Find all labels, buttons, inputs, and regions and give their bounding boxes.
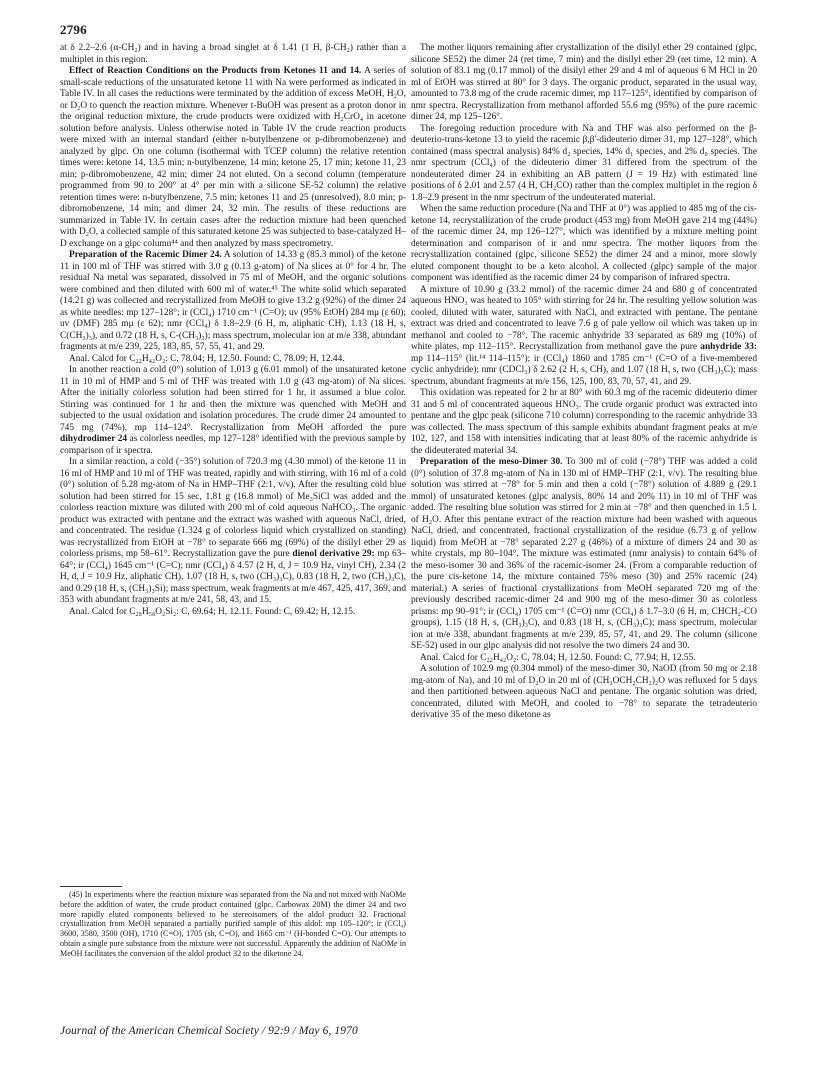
- paragraph-tetradeuterio: A solution of 102.9 mg (0.304 mmol) of the meso-dimer 30, NaOD (from 50 mg or 2.18 mg-atom of Na), and 10 ml of D₂O in 20 ml of (CH₃OCH₂CH₂)₂O was refluxed for 5 days and then partitioned between aqueous NaCl and pentane. The organic solution was dried, concentrated, diluted with MeOH, and cooled to −78° to separate the tetradeuterio derivative 35 of the meso diketone as: [411, 664, 757, 720]
- paragraph-similar-reaction: In a similar reaction, a cold (−35°) solution of 720.3 mg (4.30 mmol) of the ketone 11 in 16 ml of HMP and 10 ml of THF was treated, rapidly and with stirring, with 16 ml of a cold (0°) solution of 5.28 mg-atom of Na in HMP–THF (2:1, v/v). After the resulting cold blue solution had been stirred for 15 sec, 1.81 g (16.8 mmol) of Me₃SiCl was added and the colorless reaction mixture was diluted with 200 ml of cold aqueous NaHCO₃. The organic product was extracted with pentane and the extract was washed with aqueous NaCl, dried, and concentrated. The residue (1.324 g of colorless liquid which crystallized on standing) was recrystallized from EtOH at −78° to separate 666 mg (69%) of the disilyl ether 29 as colorless prisms, mp 58–61°. Recrystallization gave the pure dienol derivative 29: mp 63–64°; ir (CCl₄) 1645 cm⁻¹ (C=C); nmr (CCl₄) δ 4.57 (2 H, d, J = 10.9 Hz, vinyl CH), 2.34 (2 H, d, J = 10.9 Hz, aliphatic CH), 1.07 (18 H, s, two (CH₃)₃C), 0.83 (18 H, 2, two (CH₃)₃C), and 0.29 (18 H, s, (CH₃)₃Si); mass spectrum, weak fragments at m/e 467, 425, 417, 369, and 353 with abundant fragments at m/e 241, 58, 43, and 15.: [60, 457, 406, 605]
- paragraph-cis-ketone: When the same reduction procedure (Na and THF at 0°) was applied to 485 mg of the cis-ketone 14, recrystallization of the crude product (453 mg) from MeOH gave 214 mg (44%) of the racemic dimer 24, mp 126–127°, which was identified by a mixture melting point determination and comparison of ir and nmr spectra. The mother liquors from the recrystallization contained (glpc, silicone SE52) the dimer 24 and a minor, more slowly eluted component thought to be a keto alcohol. A collected (glpc) sample of the major component was identified as the racemic dimer 24 by comparison of infrared spectra.: [411, 204, 757, 283]
- footnote: [60, 890, 406, 959]
- compound-name: dihydrodimer 24: [60, 434, 128, 444]
- compound-name: anhydride 33:: [700, 342, 757, 352]
- paragraph-oxidation: A mixture of 10.90 g (33.2 mmol) of the racemic dimer 24 and 680 g of concentrated aqueous HNO₃ was heated to 105° with stirring for 24 hr. The resulting yellow solution was cooled, diluted with water, saturated with NaCl, and extracted with pentane. The pentane extract was dried and concentrated to leave 7.6 g of pale yellow oil which was taken up in methanol and cooled to −78°. The racemic anhydride 33 separated as 689 mg (10%) of white plates, mp 112–115°. Recrystallization from methanol gave the pure anhydride 33: mp 114–115° (lit.¹⁴ 114–115°); ir (CCl₄) 1860 and 1785 cm⁻¹ (C=O of a five-membered cyclic anhydride); nmr (CDCl₃) δ 2.62 (2 H, s, CH), and 1.07 (18 H, s, two (CH₃)₃C); mass spectrum, abundant fragments at m/e 156, 125, 100, 83, 70, 57, 41, and 29.: [411, 284, 757, 387]
- analysis-line: Anal. Calcd for C₂₂H₄₂O₂: C, 78.04; H, 12.50. Found: C, 78.09; H, 12.44.: [69, 353, 345, 364]
- section-heading: Preparation of the meso-Dimer 30.: [420, 457, 563, 467]
- section-racemic-dimer: [60, 250, 406, 354]
- analysis-line: Anal. Calcd for C₂₈H₅₈O₂Si₂: C, 69.64; H, 12.11. Found: C, 69.42; H, 12.15.: [69, 606, 356, 617]
- section-heading: Preparation of the Racemic Dimer 24.: [69, 250, 222, 260]
- paragraph-hmp-reaction: In another reaction a cold (0°) solution of 1.013 g (6.01 mmol) of the unsaturated ketone 11 in 10 ml of HMP and 5 ml of THF was treated with 1.0 g (43 mg-atom) of Na slices. After the initially colorless solution had been stirred for 1 hr, it assumed a blue color. Stirring was continued for 1 hr and then the mixture was quenched with MeOH and subjected to the usual oxidation and isolation procedures. The crude dimer 24 amounted to 745 mg (74%), mp 114–124°. Recrystallization from MeOH afforded the pure dihydrodimer 24 as colorless needles, mp 127–128° identified with the previous sample by comparison of ir spectra.: [60, 365, 406, 456]
- section-body: To 300 ml of cold (−78°) THF was added a cold (0°) solution of 37.8 mg-atom of Na in 130 ml of HMP–THF (2:1, v/v). The resulting blue solution was stirred at −78° for 5 min and then a cold (−78°) solution of 4.889 g (29.1 mmol) of unsaturated ketones (glpc analysis, 80% 14 and 20% 11) in 10 ml of THF was added. The resulting blue solution was stirred for 2 min at −78° and then quenched in 1.5 l. of H₂O. After this pentane extract of the reaction mixture had been washed with aqueous NaCl, dried, and concentrated, fractional crystallization of the residue (6.73 g of yellow liquid) from MeOH at −78° separated 2.27 g (46%) of a mixture of dimers 24 and 30 as white crystals, mp 80–104°. The mixture was estimated (nmr analysis) to contain 64% of the meso-isomer 30 and 36% of the racemic-isomer 24. (From a comparable reduction of the pure cis-ketone 14, the mixture contained 75% meso (30) and 25% racemic (24) material.) A series of fractional crystallizations from MeOH separated 720 mg of the previously described racemic-dimer 24 and 900 mg of the meso-dimer 30 as colorless prisms: mp 90–91°; ir (CCl₄) 1705 cm⁻¹ (C=O) nmr (CCl₄) δ 1.7–3.0 (6 H, m, CHCH₂-CO groups), 1.15 (18 H, s, (CH₃)₃C), and 0.83 (18 H, s, (CH₃)₃C); mass spectrum, molecular ion at m/e 338, abundant fragments at m/e 239, 85, 57, 41, and 29. The column (silicone SE-52) used in our glpc analysis did not resolve the two dimers 24 and 30.: [411, 457, 757, 651]
- footnote-divider: [60, 886, 122, 887]
- compound-name: dienol derivative 29:: [292, 549, 375, 559]
- section-heading: Effect of Reaction Conditions on the Products from Ketones 11 and 14.: [69, 66, 362, 76]
- footnote-45: (45) In experiments where the reaction mixture was separated from the Na and not mixed with NaOMe before the addition of water, the crude product contained (glpc, Carbowax 20M) the dimer 24 and two more rapidly eluted components believed to be stereoisomers of the aldol product 32. Fractional crystallization from MeOH separated a partially purified sample of this aldol: mp 105–120°; ir (CCl₄) 3600, 3580, 3500 (OH), 1710 (C=O), 1705 (sh, C=O), and 1665 cm⁻¹ (H-bonded C=O). Our attempts to obtain a single pure substance from the mixture were not successful. Apparently the addition of NaOMe in MeOH facilitates the conversion of the aldol product 32 to the diketone 24.: [60, 890, 406, 958]
- section-meso-dimer: [411, 457, 757, 653]
- section-body: A series of small-scale reductions of the unsaturated ketone 11 with Na were performed as indicated in Table IV. In all cases the reductions were terminated by the addition of excess MeOH, H₂O, or D₂O to quench the reaction mixture. Whenever t-BuOH was present as a proton donor in the original reduction mixture, the crude products were oxidized with H₂CrO₄ in acetone solution before analysis. Unless otherwise noted in Table IV the crude reaction products were mixed with an internal standard (either n-butylbenzene or p-dibromobenzene) and analyzed by glpc. On one column (isothermal with TCEP column) the relative retention times were: ketone 14, 13.5 min; n-butylbenzene, 14 min; ketone 25, 17 min; ketone 11, 23 min; p-dibromobenzene, 42 min; dimer 24 not eluted. On a second column (temperature programmed from 90 to 200° at 4° per min with a silicone SE-52 column) the relative retention times were: n-butylbenzene, 7.5 min; ketones 11 and 25 (unresolved), 8.0 min; p-dibromobenzene, 14 min; and dimer 24, 32 min. The results of these reductions are summarized in Table IV. In certain cases after the reduction mixture had been quenched with D₂O, a collected sample of this saturated ketone 25 was subjected to base-catalyzed H–D exchange on a glpc column⁴⁴ and then analyzed by mass spectrometry.: [60, 66, 406, 249]
- page-number: 2796: [60, 22, 87, 37]
- paragraph-continued: at δ 2.2–2.6 (α-CH₂) and in having a broad singlet at δ 1.41 (1 H, β-CH₂) rather than a multiplet in this region.: [60, 43, 406, 65]
- paragraph-deuterio: The foregoing reduction procedure with Na and THF was also performed on the β-deuterio-trans-ketone 13 to yield the racemic β,β'-dideuterio dimer 31, mp 127–128°, which contained (mass spectral analysis) 84% d₂ species, 14% d₁ species, and 2% d₀ species. The nmr spectrum (CCl₄) of the dideuterio dimer 31 differed from the spectrum of the nondeuterated dimer 24 in exhibiting an AB pattern (J = 19 Hz) with estimated line positions of δ 2.01 and 2.57 (4 H, CH₂CO) rather than the complex multiplet in the region δ 1.8–2.9 present in the nmr spectrum of the undeuterated material.: [411, 123, 757, 203]
- paragraph-repeat-oxidation: This oxidation was repeated for 2 hr at 80° with 60.3 mg of the racemic dideuterio dimer 31 and 5 ml of concentrated aqueous HNO₃. The crude organic product was extracted into pentane and the glpc peak (silicone 710 column) corresponding to the racemic anhydride 33 was collected. The mass spectrum of this sample exhibits abundant fragment peaks at m/e 102, 127, and 158 with intensities indicating that at least 80% of the racemic anhydride is the dideuterated material 34.: [411, 388, 757, 456]
- section-body: A solution of 14.33 g (85.3 mmol) of the ketone 11 in 100 ml of THF was stirred with 3.0 g (0.13 g-atom) of Na slices at 0° for 4 hr. The residual Na metal was separated, dissolved in 75 ml of MeOH, and the organic solutions were combined and then diluted with 600 ml of water.⁴⁵ The white solid which separated (14.21 g) was collected and recrystallized from MeOH to give 13.2 g (92%) of the dimer 24 as white needles: mp 127–128°; ir (CCl₄) 1710 cm⁻¹ (C=O); uv (95% EtOH) 284 mμ (ε 60); uv (DMF) 285 mμ (ε 62); nmr (CCl₄) δ 1.8–2.9 (6 H, m, aliphatic CH), 1.13 (18 H, s, C(CH₃)₃), and 0.72 (18 H, s, C-(CH₃)₃); mass spectrum, molecular ion at m/e 338, abundant fragments at m/e 239, 225, 183, 85, 57, 55, 41, and 29.: [60, 250, 406, 352]
- journal-footer: Journal of the American Chemical Society / 92:9 / May 6, 1970: [60, 1025, 358, 1037]
- section-reaction-conditions: [60, 66, 406, 250]
- left-column: [60, 43, 406, 618]
- paragraph-mother-liquors: The mother liquors remaining after crystallization of the disilyl ether 29 contained (glpc, silicone SE52) the dimer 24 (ret time, 7 min) and the disilyl ether 29 (ret time, 12 min). A solution of 83.1 mg (0.17 mmol) of the disilyl ether 29 and 4 ml of aqueous 6 M HCl in 20 ml of EtOH was stirred at 80° for 3 days. The organic product, separated in the usual way, amounted to 73.8 mg of the crude racemic dimer, mp 117–125°, identified by comparison of nmr spectra. Recrystallization from methanol afforded 55.6 mg (95%) of the pure racemic dimer 24, mp 125–126°.: [411, 43, 757, 122]
- right-column: [411, 43, 757, 722]
- analysis-line: Anal. Calcd for C₂₂H₄₂O₂: C, 78.04; H, 12.50. Found: C, 77.94; H, 12.55.: [420, 652, 696, 663]
